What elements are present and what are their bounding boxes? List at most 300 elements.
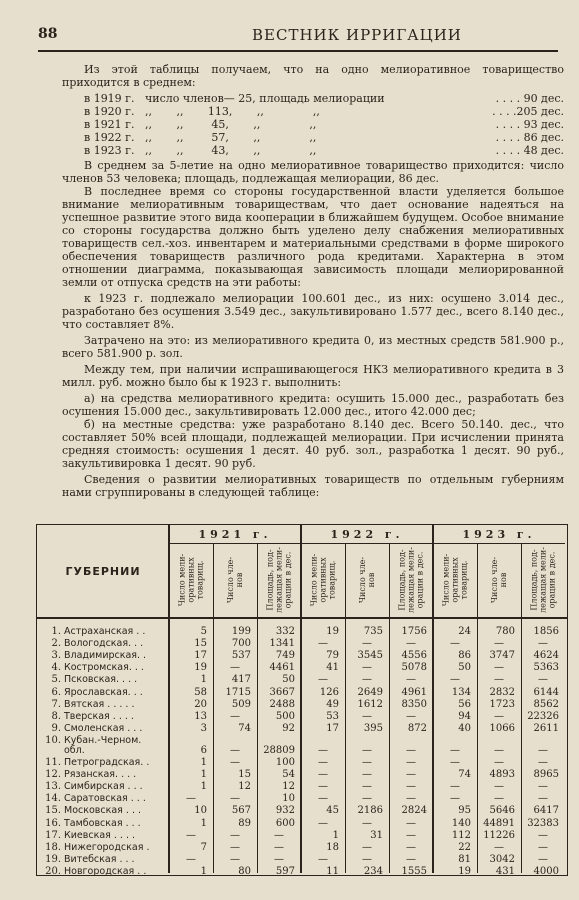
year-header: 1922 г.	[330, 528, 404, 541]
table-cell: —	[406, 793, 416, 805]
table-cell: 92	[282, 722, 295, 734]
table-cell: —	[494, 841, 504, 853]
table-cell: 4000	[533, 865, 559, 877]
table-cell: 22326	[527, 710, 559, 722]
column-header	[433, 545, 477, 615]
table-cell: 134	[451, 686, 471, 698]
region-name	[39, 782, 143, 792]
row-number: 2.	[51, 638, 61, 650]
table-cell: 4893	[489, 769, 515, 781]
table-cell: —	[230, 710, 240, 722]
table-cell: —	[538, 744, 548, 756]
year-header-line	[301, 543, 433, 544]
table-cell: 5363	[533, 662, 559, 674]
year-header-line	[433, 543, 565, 544]
row-number: 14.	[45, 793, 61, 805]
table-cell: 1	[200, 865, 207, 877]
table-cell: —	[230, 744, 240, 756]
page-header	[38, 24, 558, 52]
column-header-label: Площадь, под- лежащая мели- орации в дес.	[397, 547, 425, 613]
table-cell: —	[494, 638, 504, 650]
table-cell: 10	[194, 805, 207, 817]
table-cell: 509	[231, 698, 251, 710]
table-cell: 13	[194, 710, 207, 722]
table-cell: —	[318, 817, 328, 829]
row-number: 7.	[51, 698, 61, 710]
region-label: Ярославская. . .	[64, 686, 143, 698]
table-cell: 50	[282, 674, 295, 686]
region-name	[39, 675, 137, 685]
table-cell: 6417	[533, 805, 559, 817]
region-name	[39, 867, 146, 877]
paragraph: б) на местные средства: уже разработано 8.140 дес. Всего 50.140. дес., что составляет 50% всей площади, подлежащей мелиорации. При исчислении принята средняя стоимость: осушения 1 десят. 40 руб. зол., разработка 1 десят. 90 руб., закультивировка 1 десят. 90 руб.	[62, 418, 564, 470]
table-cell: 234	[363, 865, 383, 877]
row-number: 12.	[45, 769, 61, 781]
average-value: . . . .205 дес.	[492, 105, 564, 118]
table-cell: —	[538, 829, 548, 841]
table-cell: 19	[326, 626, 339, 637]
table-cell: —	[450, 674, 460, 686]
table-cell: —	[230, 829, 240, 841]
table-cell: 3667	[269, 686, 295, 698]
region-name	[39, 639, 143, 649]
table-cell: 19	[458, 865, 471, 877]
average-mid: число членов— 25, площадь мелиорации	[144, 92, 385, 105]
region-label: Нижегородская .	[64, 841, 150, 853]
region-name	[39, 736, 167, 758]
region-name	[39, 831, 135, 841]
table-cell: —	[406, 710, 416, 722]
table-cell: 567	[231, 805, 251, 817]
table-cell: 31	[370, 829, 383, 841]
row-number: 6.	[51, 686, 61, 698]
table-cell: 4461	[269, 662, 295, 674]
table-cell: —	[450, 757, 460, 768]
table-cell: 8562	[533, 698, 559, 710]
table-cell: —	[362, 853, 372, 865]
row-number: 4.	[51, 662, 61, 674]
column-header	[477, 545, 521, 615]
table-cell: 537	[231, 650, 251, 662]
year-header: 1921 г.	[198, 528, 272, 541]
table-cell: 12	[282, 781, 295, 793]
table-cell: 94	[458, 710, 471, 722]
region-label: Московская . . .	[64, 805, 141, 817]
table-cell: —	[318, 757, 328, 768]
table-cell: 1	[200, 757, 207, 768]
table-cell: 199	[231, 626, 251, 637]
row-number: 8.	[51, 710, 61, 722]
table-cell: 3	[200, 722, 207, 734]
table-cell: 2186	[357, 805, 383, 817]
table-cell: 18	[326, 841, 339, 853]
row-number: 17.	[45, 829, 61, 841]
table-cell: 112	[451, 829, 471, 841]
table-cell: —	[230, 757, 240, 768]
region-label: Псковская. . . .	[64, 674, 138, 686]
column-header	[389, 545, 433, 615]
table-cell: 1	[200, 674, 207, 686]
table-cell: 500	[275, 710, 295, 722]
paragraph: Между тем, при наличии испрашивающегося НКЗ мелиоративного кредита в 3 милл. руб. можно было бы к 1923 г. выполнить:	[62, 363, 564, 389]
table-cell: 140	[451, 817, 471, 829]
table-cell: 80	[238, 865, 251, 877]
table-cell: 81	[458, 853, 471, 865]
column-header	[521, 545, 565, 615]
column-header	[257, 545, 301, 615]
average-year: в 1921 г.	[84, 118, 135, 131]
table-cell: 597	[275, 865, 295, 877]
table-cell: —	[318, 781, 328, 793]
journal-title: ВЕСТНИК ИРРИГАЦИИ	[252, 26, 462, 44]
average-mid: ,, ,, 57, ,, ,,	[144, 131, 317, 144]
table-cell: 89	[238, 817, 251, 829]
table-cell: 431	[495, 865, 515, 877]
table-cell: —	[494, 674, 504, 686]
table-cell: 1	[200, 781, 207, 793]
table-cell: 24	[458, 626, 471, 637]
column-header-label: Число чле- нов	[490, 556, 508, 604]
region-label: Новгородская . .	[64, 865, 147, 877]
table-cell: 12	[238, 781, 251, 793]
table-cell: 735	[363, 626, 383, 637]
year-header: 1923 г.	[462, 528, 536, 541]
row-number: 20.	[45, 865, 61, 877]
table-cell: —	[186, 793, 196, 805]
table-cell: 8965	[533, 769, 559, 781]
table-cell: 11	[326, 865, 339, 877]
table-cell: 1723	[489, 698, 515, 710]
table-cell: —	[538, 757, 548, 768]
region-label: Тамбовская . . .	[64, 817, 141, 829]
column-header-label: Площадь, под- лежащая мели- орации в дес.	[265, 547, 293, 613]
table-cell: —	[538, 853, 548, 865]
paragraph: Затрачено на это: из мелиоративного кредита 0, из местных средств 581.900 р., всего 581.900 р. зол.	[62, 334, 564, 360]
table-cell: —	[318, 853, 328, 865]
table-cell: 5078	[401, 662, 427, 674]
column-header-label: Число мели- оративных товарищ.	[309, 553, 337, 607]
table-cell: —	[406, 674, 416, 686]
table-cell: 17	[194, 650, 207, 662]
region-label: Владимирская. .	[64, 650, 147, 662]
table-cell: —	[318, 638, 328, 650]
region-name	[39, 712, 134, 722]
average-mid: ,, ,, 43, ,, ,,	[144, 144, 317, 157]
column-header-label: Число мели- оративных товарищ.	[177, 553, 205, 607]
region-name	[39, 758, 149, 768]
column-header-label: Число чле- нов	[358, 556, 376, 604]
table-cell: 1612	[357, 698, 383, 710]
table-cell: 126	[319, 686, 339, 698]
table-cell: 15	[238, 769, 251, 781]
table-cell: —	[274, 853, 284, 865]
average-year: в 1922 г.	[84, 131, 135, 144]
average-value: . . . . 86 дес.	[495, 131, 564, 144]
table-cell: 19	[194, 662, 207, 674]
region-name	[39, 688, 143, 698]
table-cell: 1715	[225, 686, 251, 698]
table-cell: —	[406, 757, 416, 768]
average-mid: ,, ,, 45, ,, ,,	[144, 118, 317, 131]
table-cell: —	[362, 817, 372, 829]
table-cell: 74	[238, 722, 251, 734]
table-cell: 395	[363, 722, 383, 734]
table-cell: 40	[458, 722, 471, 734]
table-cell: 6144	[533, 686, 559, 698]
body-text	[62, 63, 564, 499]
region-name	[39, 700, 134, 710]
table-cell: —	[362, 757, 372, 768]
table-cell: 1	[332, 829, 339, 841]
table-cell: —	[406, 781, 416, 793]
table-cell: —	[494, 757, 504, 768]
table-cell: 53	[326, 710, 339, 722]
table-cell: —	[230, 841, 240, 853]
table-cell: 1555	[401, 865, 427, 877]
region-name	[39, 819, 141, 829]
page-number: 88	[38, 26, 58, 42]
average-row	[84, 92, 564, 105]
table-cell: —	[186, 829, 196, 841]
table-cell: —	[406, 817, 416, 829]
average-value: . . . . 90 дес.	[495, 92, 564, 105]
table-cell: 2611	[533, 722, 559, 734]
table-cell: —	[494, 793, 504, 805]
table-cell: —	[362, 674, 372, 686]
table-cell: 8350	[401, 698, 427, 710]
table-cell: 332	[275, 626, 295, 637]
table-header-line	[37, 617, 567, 619]
average-row	[84, 118, 564, 131]
average-value: . . . . 48 дес.	[495, 144, 564, 157]
table-cell: 100	[275, 757, 295, 768]
table-cell: 95	[458, 805, 471, 817]
table-cell: 2832	[489, 686, 515, 698]
column-header	[301, 545, 345, 615]
table-cell: —	[318, 793, 328, 805]
table-cell: —	[450, 793, 460, 805]
table-cell: 10	[282, 793, 295, 805]
table-cell: —	[230, 662, 240, 674]
region-name	[39, 627, 145, 637]
region-label: Тверская . . . .	[64, 710, 134, 722]
region-label: Киевская . . . .	[64, 829, 136, 841]
table-cell: —	[362, 662, 372, 674]
average-year: в 1919 г.	[84, 92, 135, 105]
row-number: 11.	[45, 757, 61, 768]
table-cell: —	[538, 781, 548, 793]
table-cell: 15	[194, 638, 207, 650]
year-header-line	[169, 543, 301, 544]
average-value: . . . . 93 дес.	[495, 118, 564, 131]
region-column-header: ГУБЕРНИИ	[65, 564, 141, 578]
row-number: 13.	[45, 781, 61, 793]
row-number: 10.	[45, 734, 61, 746]
table-cell: 2649	[357, 686, 383, 698]
average-row	[84, 105, 564, 118]
table-cell: 11226	[483, 829, 515, 841]
table-cell: 4624	[533, 650, 559, 662]
table-cell: 600	[275, 817, 295, 829]
table-cell: —	[406, 853, 416, 865]
table-cell: —	[362, 769, 372, 781]
table-cell: 58	[194, 686, 207, 698]
row-number: 3.	[51, 650, 61, 662]
table-cell: 4556	[401, 650, 427, 662]
table-cell: —	[318, 744, 328, 756]
table-cell: —	[494, 744, 504, 756]
average-row	[84, 144, 564, 157]
table-cell: —	[494, 781, 504, 793]
column-header-label: Площадь, под- лежащая мели- орации в дес.	[529, 547, 557, 613]
row-number: 9.	[51, 722, 61, 734]
averages-list	[84, 92, 564, 157]
table-cell: —	[362, 744, 372, 756]
table-cell: —	[274, 841, 284, 853]
table-cell: —	[450, 744, 460, 756]
table-cell: —	[362, 841, 372, 853]
table-cell: 872	[407, 722, 427, 734]
table-cell: 86	[458, 650, 471, 662]
table-cell: 17	[326, 722, 339, 734]
table-cell: —	[450, 638, 460, 650]
average-year: в 1920 г.	[84, 105, 135, 118]
table-cell: 2488	[269, 698, 295, 710]
region-label: Петроградская. .	[64, 757, 150, 768]
table-cell: —	[362, 638, 372, 650]
average-row	[84, 131, 564, 144]
table-cell: 50	[458, 662, 471, 674]
table-cell: 7	[200, 841, 207, 853]
table-cell: 22	[458, 841, 471, 853]
table-cell: 5646	[489, 805, 515, 817]
table-cell: 56	[458, 698, 471, 710]
table-cell: —	[318, 769, 328, 781]
table-cell: 4961	[401, 686, 427, 698]
table-cell: 5	[200, 626, 207, 637]
region-label: Рязанская. . . .	[64, 769, 137, 781]
table-cell: 1756	[401, 626, 427, 637]
region-label: Вятская . . . . .	[64, 698, 135, 710]
table-cell: —	[406, 841, 416, 853]
table-cell: 79	[326, 650, 339, 662]
table-cell: 45	[326, 805, 339, 817]
paragraph: В последнее время со стороны государственной власти уделяется большое внимание мелиоративным товариществам, что дает основание надеяться на успешное развитие этого вида кооперации в ближайшем будущем. Особое внимание со стороны государства должно быть уделено делу снабжения мелиоративных товариществ сел.-хоз. инвентарем и материальными средствами в форме широкого обеспечения товариществ различного рода кредитами. Характерна в этом отношении диаграмма, показывающая зависимость площади мелиорированной земли от отпуска средств на эти работы:	[62, 185, 564, 289]
table-cell: —	[230, 793, 240, 805]
table-cell: 44891	[483, 817, 515, 829]
region-label: Витебская . . .	[64, 853, 135, 865]
table-cell: 1856	[533, 626, 559, 637]
region-name	[39, 794, 146, 804]
table-cell: 1341	[269, 638, 295, 650]
table-cell: 2824	[401, 805, 427, 817]
average-mid: ,, ,, 113, ,, ,,	[144, 105, 320, 118]
table-cell: —	[450, 781, 460, 793]
table-cell: —	[274, 829, 284, 841]
column-header-label: Число чле- нов	[226, 556, 244, 604]
table-cell: —	[186, 853, 196, 865]
row-number: 19.	[45, 853, 61, 865]
region-label: Саратовская . . .	[64, 793, 146, 805]
region-name	[39, 843, 149, 853]
table-cell: —	[538, 841, 548, 853]
column-header-label: Число мели- оративных товарищ.	[441, 553, 469, 607]
row-number: 5.	[51, 674, 61, 686]
table-cell: —	[318, 674, 328, 686]
table-cell: —	[406, 638, 416, 650]
region-name	[39, 855, 135, 865]
column-header	[345, 545, 389, 615]
table-cell: —	[362, 781, 372, 793]
average-year: в 1923 г.	[84, 144, 135, 157]
row-number: 1.	[51, 626, 61, 637]
table-cell: —	[538, 638, 548, 650]
table-cell: —	[406, 744, 416, 756]
region-label: Вологодская. . .	[64, 638, 144, 650]
intro-paragraph: Из этой таблицы получаем, что на одно мелиоративное товарищество приходится в среднем:	[62, 63, 564, 89]
table-cell: 1066	[489, 722, 515, 734]
table-cell: 1	[200, 769, 207, 781]
paragraph: Сведения о развитии мелиоративных товариществ по отдельным губерниям нами сгруппированы в следующей таблице:	[62, 473, 564, 499]
table-cell: 74	[458, 769, 471, 781]
region-name	[39, 806, 141, 816]
region-name	[39, 663, 144, 673]
table-cell: —	[230, 853, 240, 865]
paragraph: к 1923 г. подлежало мелиорации 100.601 дес., из них: осушено 3.014 дес., разработано без осушения 3.549 дес., закультивировано 1.577 дес., всего 8.140 дес., что составляет 8%.	[62, 292, 564, 331]
regions-table	[36, 524, 568, 876]
region-label: Костромская. . .	[64, 662, 144, 674]
table-cell: —	[406, 829, 416, 841]
table-cell: 749	[275, 650, 295, 662]
table-cell: 49	[326, 698, 339, 710]
region-label: Кубан.-Черном. обл.	[64, 734, 142, 756]
column-header	[213, 545, 257, 615]
table-cell: —	[538, 674, 548, 686]
table-cell: 32383	[527, 817, 559, 829]
table-cell: —	[406, 769, 416, 781]
table-cell: —	[362, 793, 372, 805]
table-cell: 417	[231, 674, 251, 686]
table-cell: 6	[200, 744, 207, 756]
row-number: 16.	[45, 817, 61, 829]
table-cell: 3747	[489, 650, 515, 662]
column-header	[169, 545, 213, 615]
region-label: Астраханская . .	[64, 626, 146, 637]
table-cell: 932	[275, 805, 295, 817]
table-cell: 28809	[263, 744, 295, 756]
region-name	[39, 724, 142, 734]
region-name	[39, 651, 146, 661]
table-cell: 3545	[357, 650, 383, 662]
table-cell: —	[494, 710, 504, 722]
row-number: 15.	[45, 805, 61, 817]
table-cell: 41	[326, 662, 339, 674]
table-cell: 1	[200, 817, 207, 829]
region-label: Смоленская . . .	[64, 722, 143, 734]
row-number: 18.	[45, 841, 61, 853]
table-cell: —	[494, 662, 504, 674]
table-cell: 780	[495, 626, 515, 637]
table-cell: —	[538, 793, 548, 805]
table-cell: 20	[194, 698, 207, 710]
region-name	[39, 770, 136, 780]
paragraph: а) на средства мелиоративного кредита: осушить 15.000 дес., разработать без осушения 15.000 дес., закультивировать 12.000 дес., итого 42.000 дес;	[62, 392, 564, 418]
region-label: Симбирская . . .	[64, 781, 143, 793]
table-cell: 54	[282, 769, 295, 781]
table-cell: 3042	[489, 853, 515, 865]
table-cell: —	[362, 710, 372, 722]
table-cell: 700	[231, 638, 251, 650]
